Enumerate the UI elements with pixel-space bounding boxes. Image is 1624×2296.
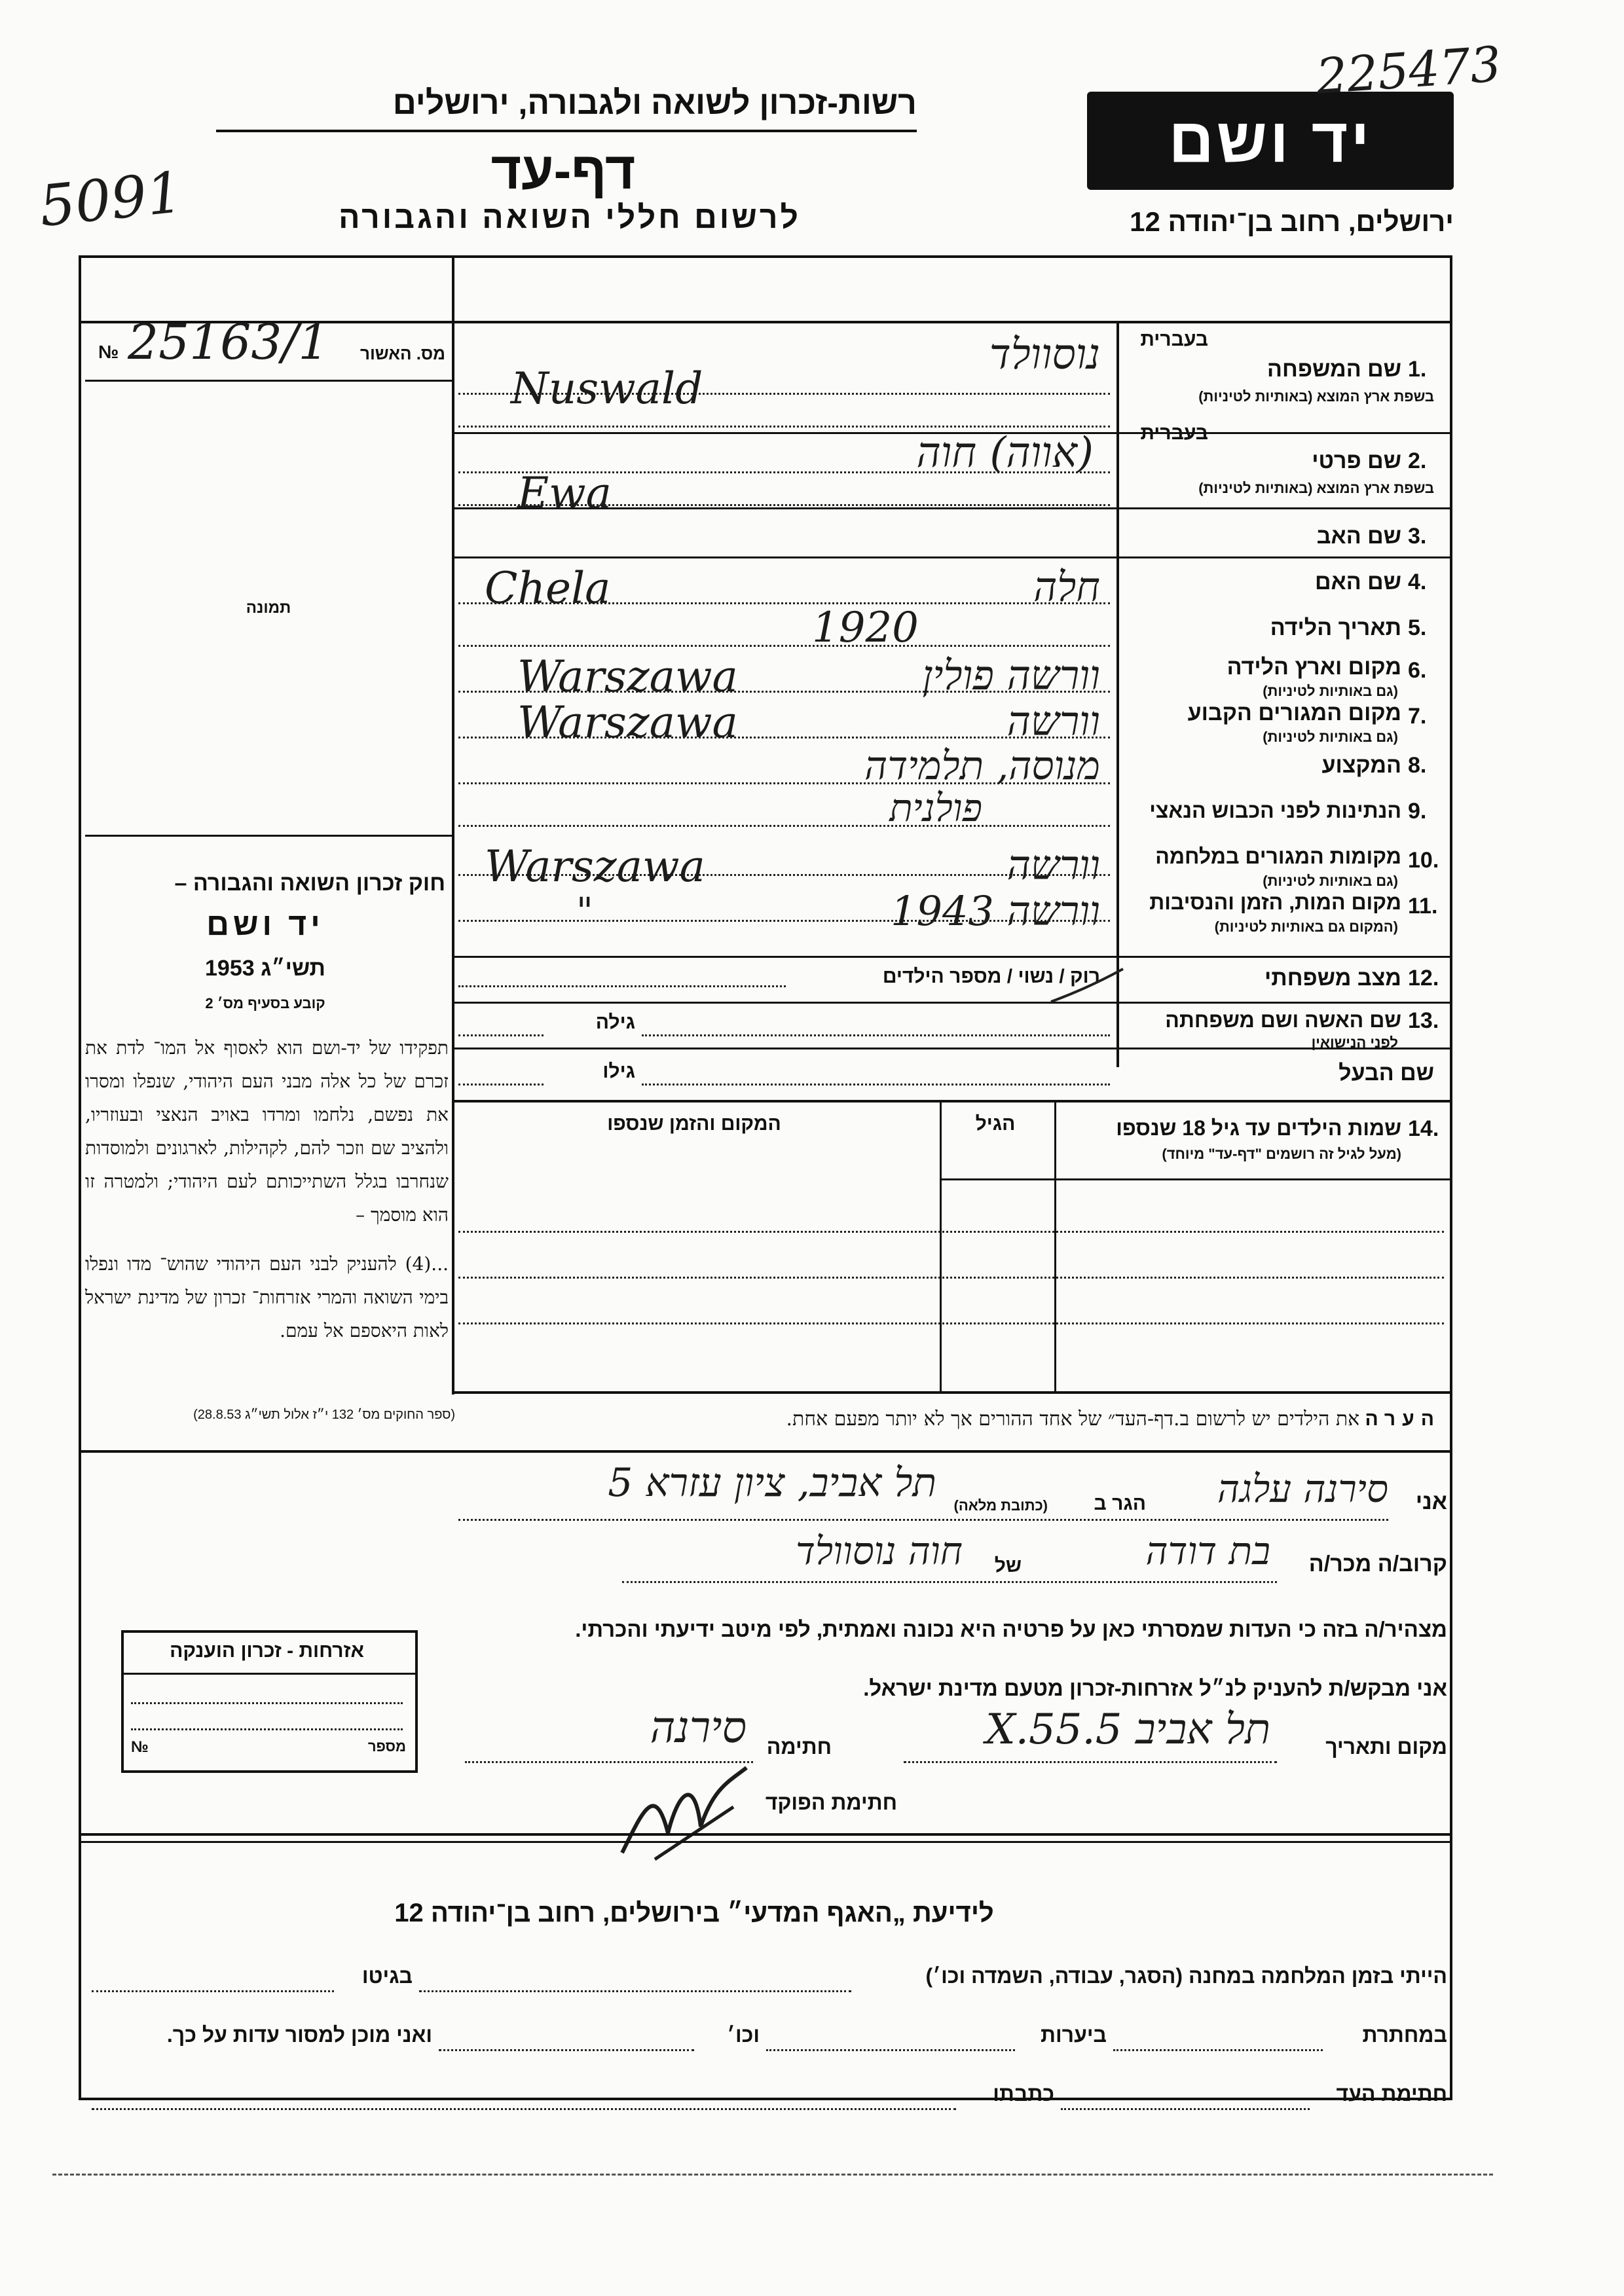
field-1-hebrew-tag: בעברית <box>1140 329 1208 350</box>
declarant-address: תל אביב, ציון עזרא 5 <box>608 1460 936 1506</box>
field-7-number: 7. <box>1408 704 1427 729</box>
left-panel-divider <box>452 255 454 1394</box>
citizenship-title-line <box>121 1673 415 1675</box>
field-10-value-latin: Warszawa <box>485 841 705 892</box>
declaration-text: מצהיר/ה בזה כי העדות שמסרתי כאן על פרטיה היא נכונה ואמתית, לפי מיטב ידיעתי והכרתי. <box>575 1617 1447 1641</box>
declarant-residing: הגר ב <box>1094 1493 1146 1514</box>
field-6-number: 6. <box>1408 658 1427 683</box>
note-label: הערה <box>1365 1408 1441 1430</box>
field-12-number: 12. <box>1408 966 1439 991</box>
value-line-5 <box>458 645 1110 647</box>
field-8-label: המקצוע <box>1321 753 1401 778</box>
info-underground: במחתרת <box>1362 2023 1447 2047</box>
info-dot-6 <box>1061 2108 1310 2110</box>
row-line-5 <box>452 1002 1450 1004</box>
photo-box-bottom <box>85 835 452 837</box>
declarant-signature: סירנה <box>650 1702 747 1753</box>
field-11-number: 11. <box>1408 894 1438 919</box>
form-title: דף-עד <box>490 141 636 200</box>
field-2-hebrew-tag: בעברית <box>1140 422 1208 444</box>
yad-vashem-logo: יד ושם <box>1087 92 1454 190</box>
value-line-13 <box>642 1034 1110 1036</box>
children-top-line <box>452 1100 1450 1102</box>
children-col-divider-2 <box>940 1100 942 1391</box>
field-1-sublabel: בשפת ארץ המוצא (באותיות לטיניות) <box>1198 388 1434 405</box>
law-source: (ספר החוקים מס׳ 132 י״ז אלול תשי״ג 28.8.53) <box>193 1408 455 1422</box>
field-12-label: מצב משפחתי <box>1264 966 1401 991</box>
citizenship-no-sign: № <box>131 1738 149 1756</box>
citizenship-number-label: מספר <box>367 1738 406 1755</box>
authority-underline <box>216 130 917 132</box>
form-subtitle: לרשום חללי השואה והגבורה <box>339 200 801 235</box>
approval-underline <box>85 380 452 382</box>
value-line-1b <box>458 426 1110 428</box>
field-1-value-latin: Nuswald <box>511 363 703 414</box>
field-11-sublabel: (המקום גם באותיות לטיניות) <box>1214 919 1398 935</box>
info-dot-1 <box>419 1990 851 1992</box>
info-address: כתבתו <box>993 2082 1054 2105</box>
field-12-options: רוק / נשוי / מספר הילדים <box>882 966 1100 987</box>
authority-title: רשות-זכרון לשואה ולגבורה, ירושלים <box>392 84 917 121</box>
field-2-value-latin: Ewa <box>517 468 612 519</box>
field-7-value-latin: Warszawa <box>517 697 738 748</box>
field-5-value: 1920 <box>812 604 919 652</box>
info-ghetto: בגיטו <box>361 1964 413 1988</box>
citizenship-title: אזרחות - זכרון הוענקה <box>170 1640 364 1662</box>
value-line-13-age <box>458 1034 544 1036</box>
row-line-4 <box>452 956 1450 958</box>
field-11-label: מקום המות, הזמן והנסיבות <box>1149 890 1401 914</box>
children-col-place: המקום והזמן שנספו <box>607 1113 781 1135</box>
field-6-sublabel: (גם באותיות לטיניות) <box>1263 683 1398 699</box>
relation-of-name: חוה נוסוולד <box>795 1529 963 1573</box>
field-13-number: 13. <box>1408 1008 1439 1033</box>
field-5-number: 5. <box>1408 615 1427 640</box>
field-9-label: הנתינות לפני הכבוש הנאצי <box>1149 799 1401 822</box>
field-7-label: מקום המגורים הקבוע <box>1187 701 1401 725</box>
yad-vashem-address: ירושלים, רחוב בן־יהודה 12 <box>1130 206 1454 237</box>
info-dot-4 <box>766 2049 1015 2051</box>
children-label: שמות הילדים עד גיל 18 שנספו <box>1116 1116 1401 1140</box>
law-text-citizenship: ...(4) להעניק לבני העם היהודי שהוש־ מדו ונפלו בימי השואה והמרי אזרחות־ זכרון של מדינת ישראל לאות היאספם אל עמם. <box>85 1253 449 1341</box>
law-title: חוק זכרון השואה והגבורה – <box>174 871 445 896</box>
declarant-i-am: אני <box>1415 1489 1447 1514</box>
archive-stamp-number: 225473 <box>1314 36 1504 105</box>
approval-number: 25163/1 <box>128 314 329 371</box>
info-top-line-2 <box>79 1841 1450 1843</box>
field-3-label: שם האב <box>1316 524 1401 549</box>
info-top-line <box>79 1833 1450 1836</box>
field-13-sublabel: לפני הנישואין <box>1311 1034 1398 1051</box>
field-7-sublabel: (גם באותיות לטיניות) <box>1263 729 1398 745</box>
field-2-label: שם פרטי <box>1312 448 1401 473</box>
husband-label: שם הבעל <box>1338 1061 1434 1085</box>
relative-label: קרוב/ה מכר/ה <box>1308 1552 1447 1576</box>
photo-label: תמונה <box>246 599 291 617</box>
value-line-9 <box>458 825 1110 827</box>
children-header-line <box>940 1178 1450 1180</box>
info-etc: וכו׳ <box>727 2023 760 2047</box>
children-number: 14. <box>1408 1116 1439 1141</box>
handwritten-file-number: 5091 <box>36 159 186 240</box>
info-ready: ואני מוכן למסור עדות על כך. <box>166 2023 432 2047</box>
place-date-label: מקום ותאריך <box>1325 1735 1447 1758</box>
field-6-label: מקום וארץ הלידה <box>1227 655 1401 680</box>
field-10-sublabel: (גם באותיות לטיניות) <box>1263 873 1398 889</box>
law-section: קובע בסעיף מס׳ 2 <box>205 995 325 1011</box>
children-col-divider-1 <box>1054 1100 1056 1391</box>
note-bottom-line <box>79 1450 1450 1453</box>
field-10-value-hebrew: וורשה <box>1006 841 1100 889</box>
field-4-value-hebrew: חלה <box>1033 563 1100 611</box>
declarant-address-note: (כתובת מלאה) <box>953 1497 1048 1514</box>
declarant-line-2 <box>622 1581 1277 1583</box>
field-1-label: שם המשפחה <box>1267 357 1401 382</box>
info-dot-2 <box>92 1990 334 1992</box>
declarant-line-1 <box>458 1519 1388 1521</box>
law-text-purpose: תפקידו של יד-ושם הוא לאסוף אל המו־ לדת את זכרם של כל אלה מבני העם היהודי, שנפלו ומסרו את נפשם, נלחמו ומרדו באויב הנאצי ובעוזריו, ולהציב שם וזכר להם, לקהילות, לארגונים ולמוסדות שנחרבו בגלל השתייכותם לעם היהודי; ולמטרה זו הוא מוסמך – <box>85 1037 449 1226</box>
page-trim-line <box>52 2174 1493 2176</box>
approval-label: מס. האשור <box>360 344 445 363</box>
field-2-sublabel: בשפת ארץ המוצא (באותיות לטיניות) <box>1198 480 1434 496</box>
info-dot-7 <box>92 2108 956 2110</box>
field-5-label: תאריך הלידה <box>1270 615 1401 640</box>
row-line-3 <box>452 556 1450 558</box>
field-4-number: 4. <box>1408 570 1427 594</box>
relation-value: בת דודה <box>1145 1529 1270 1573</box>
citizenship-line-2 <box>131 1728 403 1730</box>
field-13-age-label: גילה <box>595 1011 635 1033</box>
place-date-line <box>904 1761 1277 1763</box>
info-line-1: הייתי בזמן המלחמה במחנה (הסגר, עבודה, השמדה וכו׳) <box>925 1964 1447 1988</box>
info-dot-3 <box>1113 2049 1323 2051</box>
place-date-value: תל אביב 5.X.55 <box>986 1705 1270 1754</box>
field-3-number: 3. <box>1408 524 1427 549</box>
field-7-value-hebrew: וורשה <box>1006 697 1100 745</box>
info-forests: ביערות <box>1041 2023 1107 2047</box>
field-10-number: 10. <box>1408 848 1439 873</box>
declarant-name: סירנה עלגה <box>1217 1467 1388 1511</box>
field-1-number: 1. <box>1408 357 1427 382</box>
field-2-number: 2. <box>1408 448 1427 473</box>
children-row-1 <box>458 1231 1444 1233</box>
request-text: אני מבקש/ת להעניק לנ״ל אזרחות-זכרון מטעם מדינת ישראל. <box>863 1676 1447 1700</box>
law-year: תשי״ג 1953 <box>205 956 325 981</box>
field-10-label: מקומות המגורים במלחמה <box>1155 845 1401 868</box>
field-6-value-hebrew: וורשה פולין <box>922 651 1100 699</box>
field-11-ditto-mark: " <box>576 890 593 933</box>
children-row-2 <box>458 1277 1444 1279</box>
note-text <box>458 1408 1441 1430</box>
children-col-age: הגיל <box>975 1113 1016 1135</box>
field-9-number: 9. <box>1408 799 1427 824</box>
citizenship-line-1 <box>131 1702 403 1704</box>
field-11-value: וורשה 1943 <box>891 887 1100 935</box>
field-12-check-stroke <box>1048 962 1126 1015</box>
info-title: לידיעת „האגף המדעי״ בירושלים, רחוב בן־יהודה 12 <box>394 1899 994 1927</box>
children-row-3 <box>458 1322 1444 1324</box>
field-8-value: מנוסה, תלמידה <box>864 743 1100 789</box>
field-1-value-hebrew: נוסוולד <box>989 331 1100 379</box>
field-9-value: פולנית <box>889 786 982 830</box>
approval-no-sign: № <box>98 342 119 362</box>
note-top-line <box>452 1391 1450 1394</box>
field-6-value-latin: Warszawa <box>517 651 738 702</box>
inspector-signature <box>616 1755 760 1866</box>
law-name: יד ושם <box>206 907 324 942</box>
inspector-label: חתימת הפוקד <box>765 1791 897 1814</box>
signature-label: חתימה <box>766 1735 832 1758</box>
relation-of: של <box>994 1555 1022 1576</box>
field-4-label: שם האם <box>1315 570 1401 594</box>
husband-age-label: גילו <box>602 1061 635 1082</box>
field-13-label: שם האשה ושם משפחתה <box>1165 1008 1401 1032</box>
info-witness-signature: חתימת העד <box>1336 2082 1447 2105</box>
info-dot-5 <box>439 2049 694 2051</box>
value-line-husband-age <box>458 1084 544 1085</box>
field-8-number: 8. <box>1408 753 1427 778</box>
field-4-value-latin: Chela <box>485 563 611 613</box>
children-sublabel: (מעל לגיל זה רושמים "דף-עד" מיוחד) <box>1162 1146 1401 1162</box>
value-line-husband <box>642 1084 1110 1085</box>
field-2-value-hebrew: (אווה) חוה <box>916 429 1094 477</box>
note-body: את הילדים יש לרשום ב.דף-העד״ של אחד ההורים אך לא יותר מפעם אחת. <box>786 1408 1360 1430</box>
